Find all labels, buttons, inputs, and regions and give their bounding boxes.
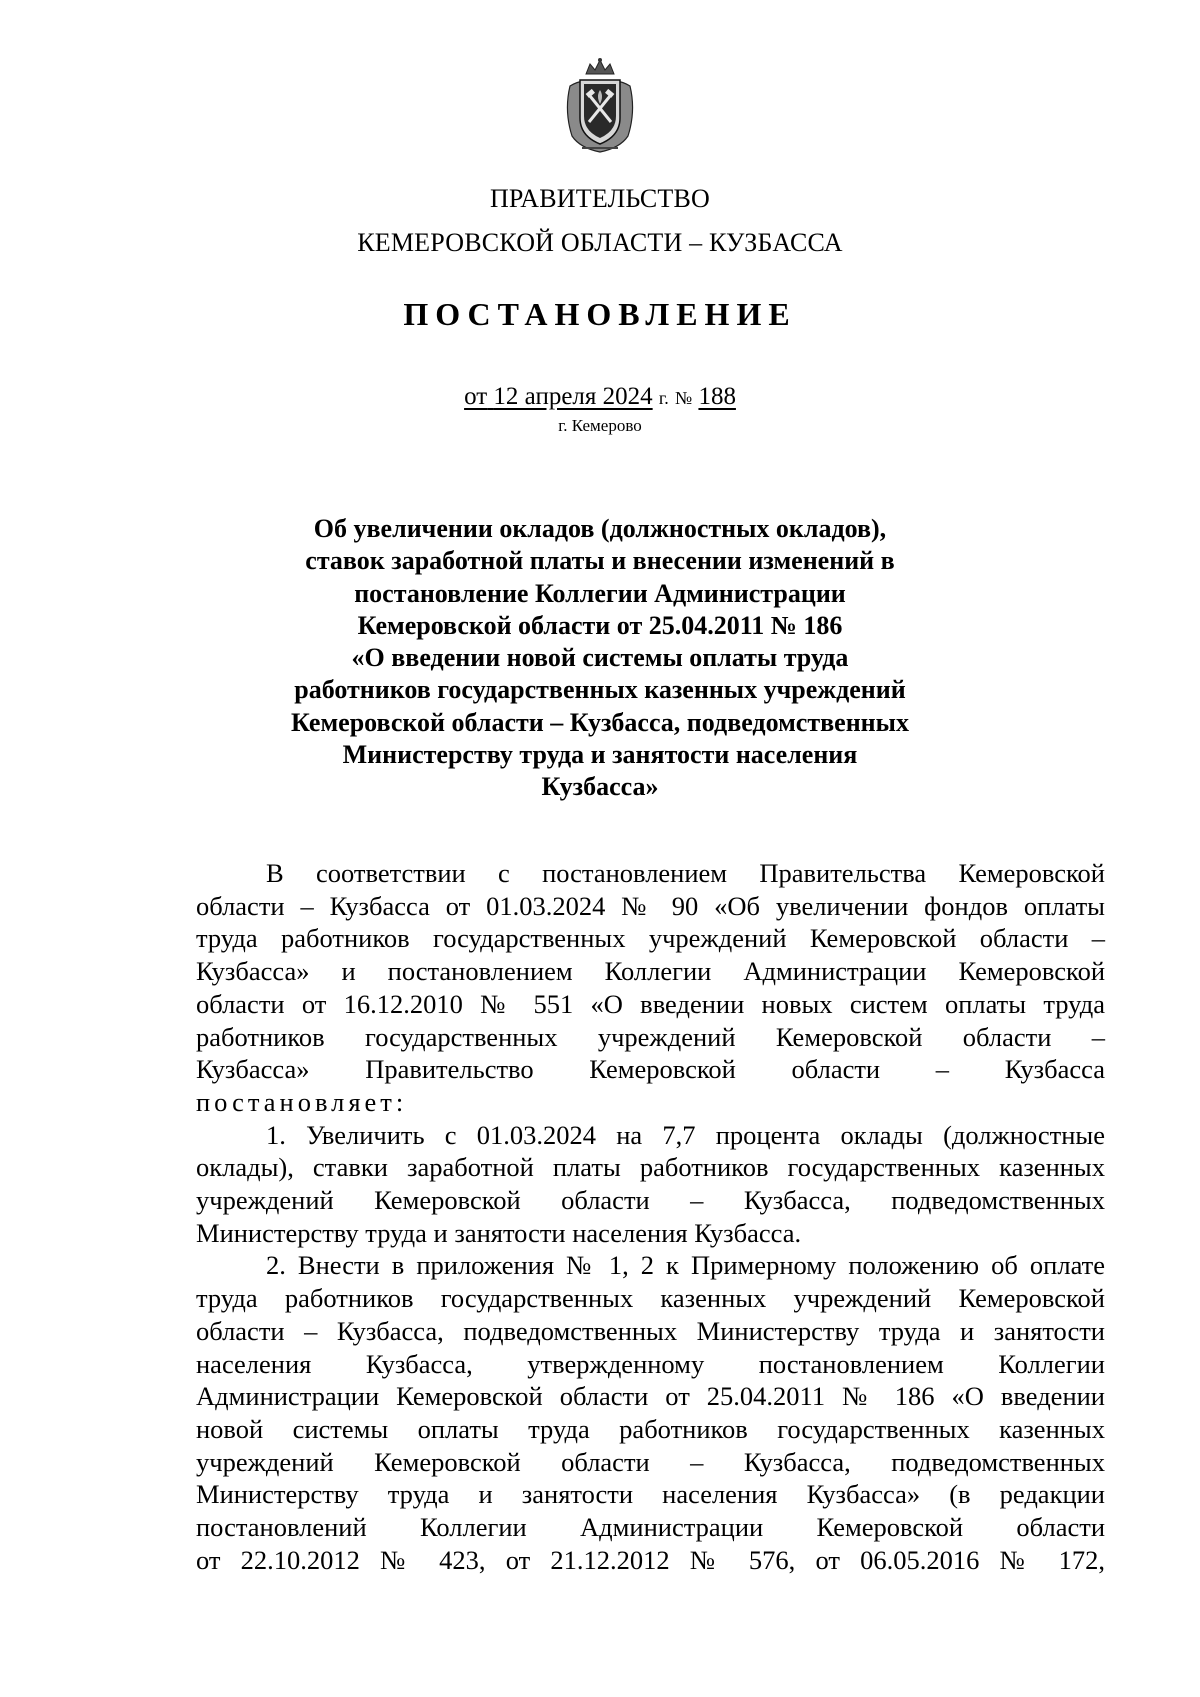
coat-of-arms-kuzbass-icon [560,56,640,156]
date-prefix: от [464,383,488,410]
document-city: г. Кемерово [558,416,642,435]
title-line: постановление Коллегии Администрации [354,578,846,608]
body-line: новой системы оплаты труда работников государственных казенных [196,1413,1105,1444]
body-line: В соответствии с постановлением Правительства Кемеровской [266,858,1105,888]
year-suffix: г. [658,388,669,408]
document-date: 12 апреля 2024 [493,383,653,410]
title-line: Кемеровской области – Кузбасса, подведомственных [291,707,909,737]
body-line: учреждений Кемеровской области – Кузбасса, подведомственных [196,1185,1105,1216]
title-line: Кемеровской области от 25.04.2011 № 186 [357,610,843,640]
body-line: Министерству труда и занятости населения Кузбасса» (в редакции [196,1479,1105,1510]
resolves-word: постановляет: [196,1086,408,1117]
body-line: 2. Внести в приложения № 1, 2 к Примерному положению об оплате [266,1250,1105,1281]
title-line: работников государственных казенных учреждений [294,675,906,705]
body-line: Кузбасса» Правительство Кемеровской области – Кузбасса [196,1054,1105,1085]
document-number: 188 [698,383,736,410]
document-type: ПОСТАНОВЛЕНИЕ [403,296,797,332]
body-line: труда работников государственных казенных учреждений Кемеровской [196,1283,1105,1314]
org-name-line-2: КЕМЕРОВСКОЙ ОБЛАСТИ – КУЗБАССА [357,228,843,257]
title-line: Министерству труда и занятости населения [342,740,858,770]
body-line: Кузбасса» и постановлением Коллегии Администрации Кемеровской [196,956,1105,987]
document-body [196,857,1105,1576]
title-line: Кузбасса» [541,772,659,802]
body-line: Администрации Кемеровской области от 25.04.2011 № 186 «О введении [196,1381,1105,1412]
date-number-line [0,383,1200,411]
number-sign: № [675,388,693,408]
body-line: постановлений Коллегии Администрации Кемеровской области [196,1512,1105,1543]
body-line: труда работников государственных учреждений Кемеровской области – [196,923,1105,954]
body-line: 1. Увеличить с 01.03.2024 на 7,7 процента оклады (должностные [266,1119,1105,1150]
body-line: области – Кузбасса, подведомственных Министерству труда и занятости [196,1315,1105,1346]
org-name-line-1: ПРАВИТЕЛЬСТВО [489,184,711,213]
body-line: от 22.10.2012 № 423, от 21.12.2012 № 576, от 06.05.2016 № 172, [196,1544,1105,1575]
body-line: населения Кузбасса, утвержденному постановлением Коллегии [196,1348,1105,1379]
body-line: работников государственных учреждений Кемеровской области – [196,1021,1105,1052]
title-line: «О введении новой системы оплаты труда [351,643,849,673]
body-line: оклады), ставки заработной платы работников государственных казенных [196,1152,1105,1183]
title-line: Об увеличении окладов (должностных окладов), [313,514,887,543]
body-line: Министерству труда и занятости населения Кузбасса. [196,1217,802,1248]
body-line: области – Кузбасса от 01.03.2024 № 90 «Об увеличении фондов оплаты [196,890,1105,921]
body-line: учреждений Кемеровской области – Кузбасса, подведомственных [196,1446,1105,1477]
document-title [270,513,930,804]
title-line: ставок заработной платы и внесении изменений в [305,546,895,576]
body-line: области от 16.12.2010 № 551 «О введении новых систем оплаты труда [196,988,1105,1019]
